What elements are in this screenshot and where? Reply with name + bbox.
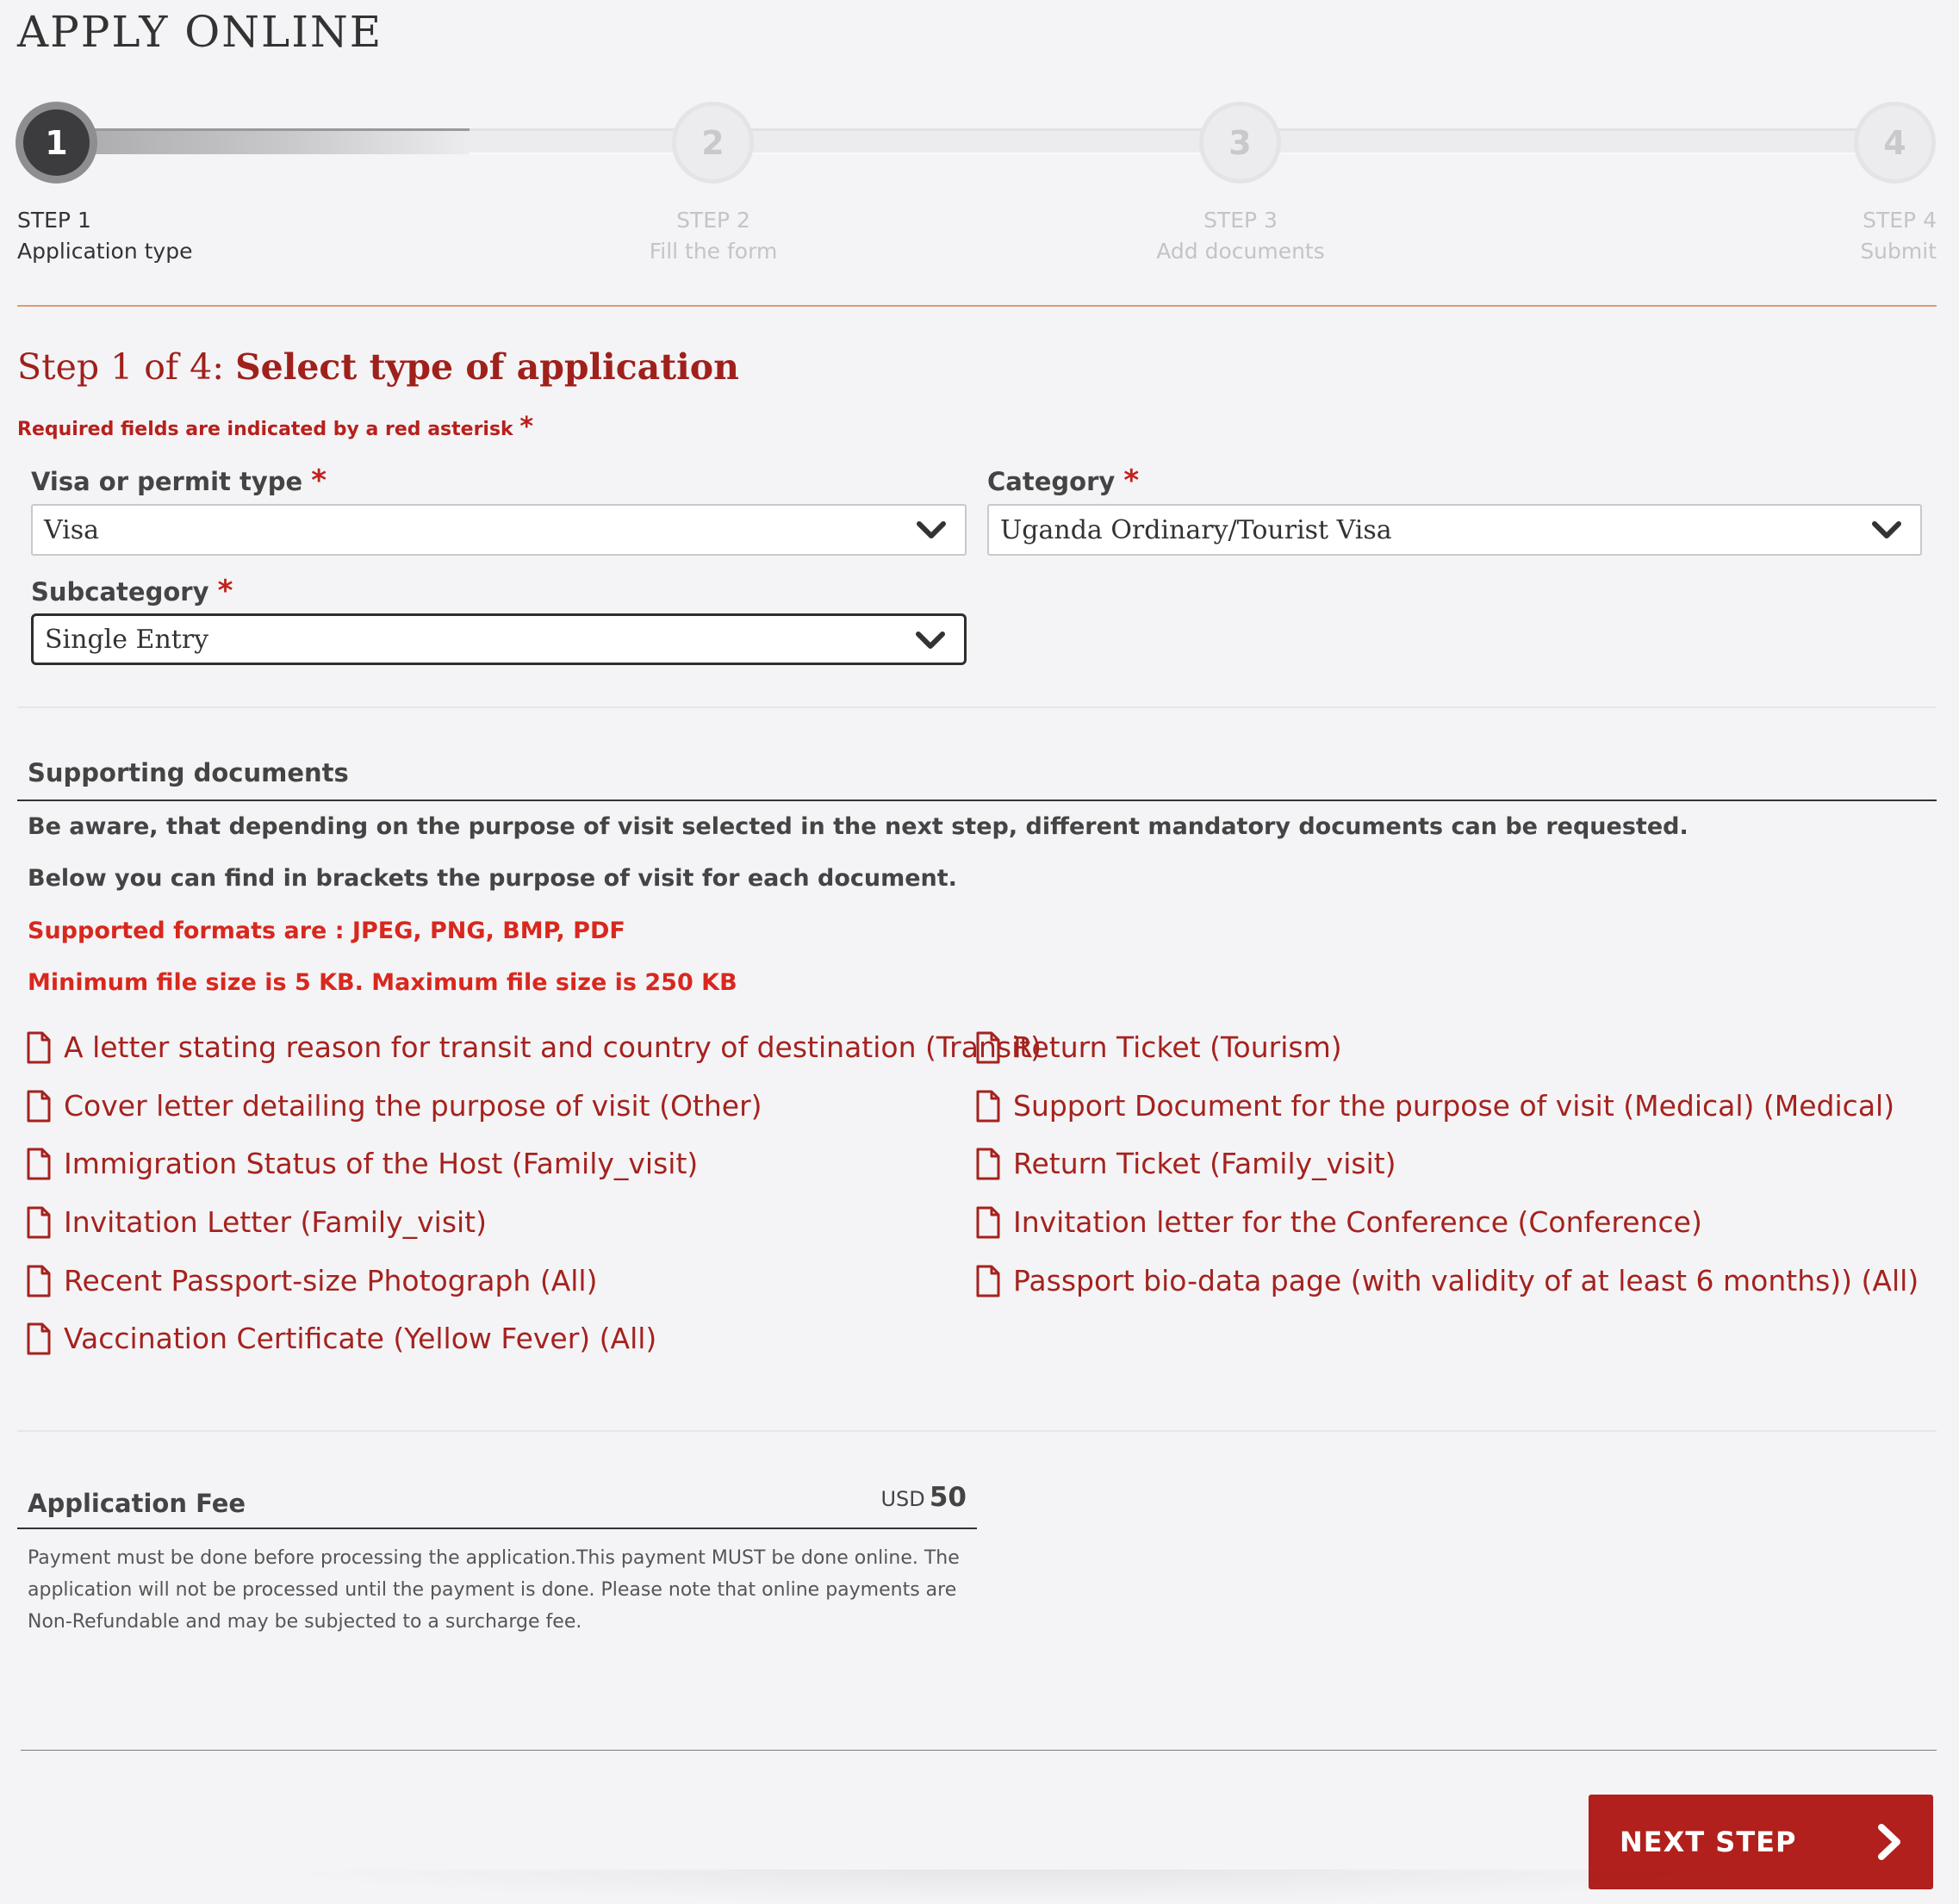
document-label: Recent Passport-size Photograph (All)	[64, 1264, 598, 1297]
progress-stepper	[0, 0, 1959, 276]
required-fields-note	[17, 412, 533, 442]
supporting-documents-title: Supporting documents	[28, 758, 349, 787]
file-icon	[26, 1148, 52, 1180]
document-link[interactable]	[26, 1205, 487, 1239]
step-1-title: Application type	[17, 239, 193, 264]
document-link[interactable]	[26, 1089, 762, 1123]
fee-currency: USD	[880, 1487, 925, 1511]
divider	[17, 800, 1937, 801]
document-link[interactable]	[975, 1030, 1342, 1064]
file-icon	[975, 1090, 1001, 1123]
file-icon	[975, 1265, 1001, 1297]
document-label: Return Ticket (Tourism)	[1013, 1030, 1342, 1064]
step-4-number: 4	[1883, 123, 1906, 162]
purpose-warning: Be aware, that depending on the purpose of visit selected in the next step, different mandatory documents can be requested.	[28, 813, 1688, 840]
step-4-circle[interactable]	[1854, 102, 1936, 184]
document-link[interactable]	[26, 1147, 698, 1180]
chevron-down-icon	[916, 630, 945, 650]
payment-note: Payment must be done before processing the application.This payment MUST be done online. The application will not be processed until the payment is done. Please note that online payments are Non-Refundable and may be subjected to a surcharge fee.	[28, 1547, 960, 1633]
step-heading-prefix: Step 1 of 4:	[17, 346, 225, 388]
visa-type-select[interactable]	[31, 504, 967, 556]
step-heading	[17, 346, 739, 388]
document-label: Cover letter detailing the purpose of visit (Other)	[64, 1089, 762, 1123]
divider	[21, 1750, 1937, 1751]
section-divider	[17, 305, 1937, 307]
chevron-right-icon	[1875, 1823, 1904, 1861]
next-step-label: NEXT STEP	[1620, 1826, 1797, 1858]
stepper-progress-fill	[56, 128, 470, 154]
subcategory-label	[31, 574, 233, 608]
category-label-text: Category	[987, 467, 1116, 496]
document-link[interactable]	[26, 1322, 656, 1355]
step-2-title: Fill the form	[649, 239, 778, 264]
document-link[interactable]	[975, 1205, 1702, 1239]
required-note-text: Required fields are indicated by a red asterisk	[17, 419, 513, 440]
document-label: Invitation letter for the Conference (Conference)	[1013, 1205, 1702, 1239]
subcategory-select[interactable]	[31, 613, 967, 665]
category-value: Uganda Ordinary/Tourist Visa	[1000, 514, 1392, 545]
file-icon	[26, 1322, 52, 1355]
file-icon	[975, 1206, 1001, 1239]
step-3-title: Add documents	[1156, 239, 1325, 264]
subcategory-label-text: Subcategory	[31, 577, 209, 607]
file-size-note: Minimum file size is 5 KB. Maximum file size is 250 KB	[28, 969, 737, 996]
fee-value: 50	[929, 1482, 967, 1513]
page-title: APPLY ONLINE	[17, 7, 383, 57]
step-3-label	[1111, 205, 1370, 267]
step-4-title: Submit	[1860, 239, 1937, 264]
file-icon	[975, 1148, 1001, 1180]
step-3-circle[interactable]	[1199, 102, 1281, 184]
document-link[interactable]	[975, 1089, 1894, 1123]
application-fee-amount	[880, 1482, 967, 1513]
step-2-number: 2	[701, 123, 725, 162]
required-asterisk: *	[217, 574, 233, 608]
step-4-step: STEP 4	[1863, 208, 1937, 233]
document-link[interactable]	[975, 1147, 1396, 1180]
step-1-step: STEP 1	[17, 208, 91, 233]
document-label: Immigration Status of the Host (Family_visit)	[64, 1147, 699, 1180]
divider	[17, 1430, 1937, 1432]
document-label: Invitation Letter (Family_visit)	[64, 1205, 487, 1239]
file-icon	[975, 1031, 1001, 1064]
category-label	[987, 464, 1139, 498]
required-asterisk: *	[519, 412, 534, 442]
step-3-number: 3	[1228, 123, 1252, 162]
step-2-circle[interactable]	[672, 102, 754, 184]
step-4-label	[1764, 205, 1937, 267]
chevron-down-icon	[1872, 520, 1901, 540]
step-3-step: STEP 3	[1203, 208, 1278, 233]
step-1-circle[interactable]	[16, 102, 97, 184]
step-1-number: 1	[45, 123, 68, 162]
document-link[interactable]	[26, 1264, 597, 1297]
document-link[interactable]	[26, 1030, 1042, 1064]
required-asterisk: *	[1123, 464, 1140, 498]
step-1-label	[17, 205, 192, 267]
file-icon	[26, 1031, 52, 1064]
application-fee-title: Application Fee	[28, 1489, 246, 1518]
visa-type-label-text: Visa or permit type	[31, 467, 303, 496]
subcategory-value: Single Entry	[45, 624, 209, 655]
supported-formats-note: Supported formats are : JPEG, PNG, BMP, PDF	[28, 918, 625, 944]
visa-type-value: Visa	[44, 514, 100, 545]
step-2-label	[627, 205, 799, 267]
step-2-step: STEP 2	[676, 208, 750, 233]
chevron-down-icon	[917, 520, 946, 540]
document-label: A letter stating reason for transit and country of destination (Transit)	[64, 1030, 1042, 1064]
divider	[17, 1528, 977, 1529]
file-icon	[26, 1090, 52, 1123]
category-select[interactable]	[987, 504, 1922, 556]
document-link[interactable]	[975, 1264, 1919, 1297]
document-label: Vaccination Certificate (Yellow Fever) (All)	[64, 1322, 657, 1355]
file-icon	[26, 1265, 52, 1297]
purpose-brackets-note: Below you can find in brackets the purpose of visit for each document.	[28, 865, 957, 892]
footer-shadow	[258, 1870, 1809, 1904]
document-label: Return Ticket (Family_visit)	[1013, 1147, 1396, 1180]
step-heading-title: Select type of application	[235, 346, 739, 388]
divider	[17, 706, 1937, 708]
visa-type-label	[31, 464, 326, 498]
document-label: Support Document for the purpose of visit (Medical) (Medical)	[1013, 1089, 1895, 1123]
file-icon	[26, 1206, 52, 1239]
required-asterisk: *	[311, 464, 327, 498]
document-label: Passport bio-data page (with validity of at least 6 months)) (All)	[1013, 1264, 1919, 1297]
